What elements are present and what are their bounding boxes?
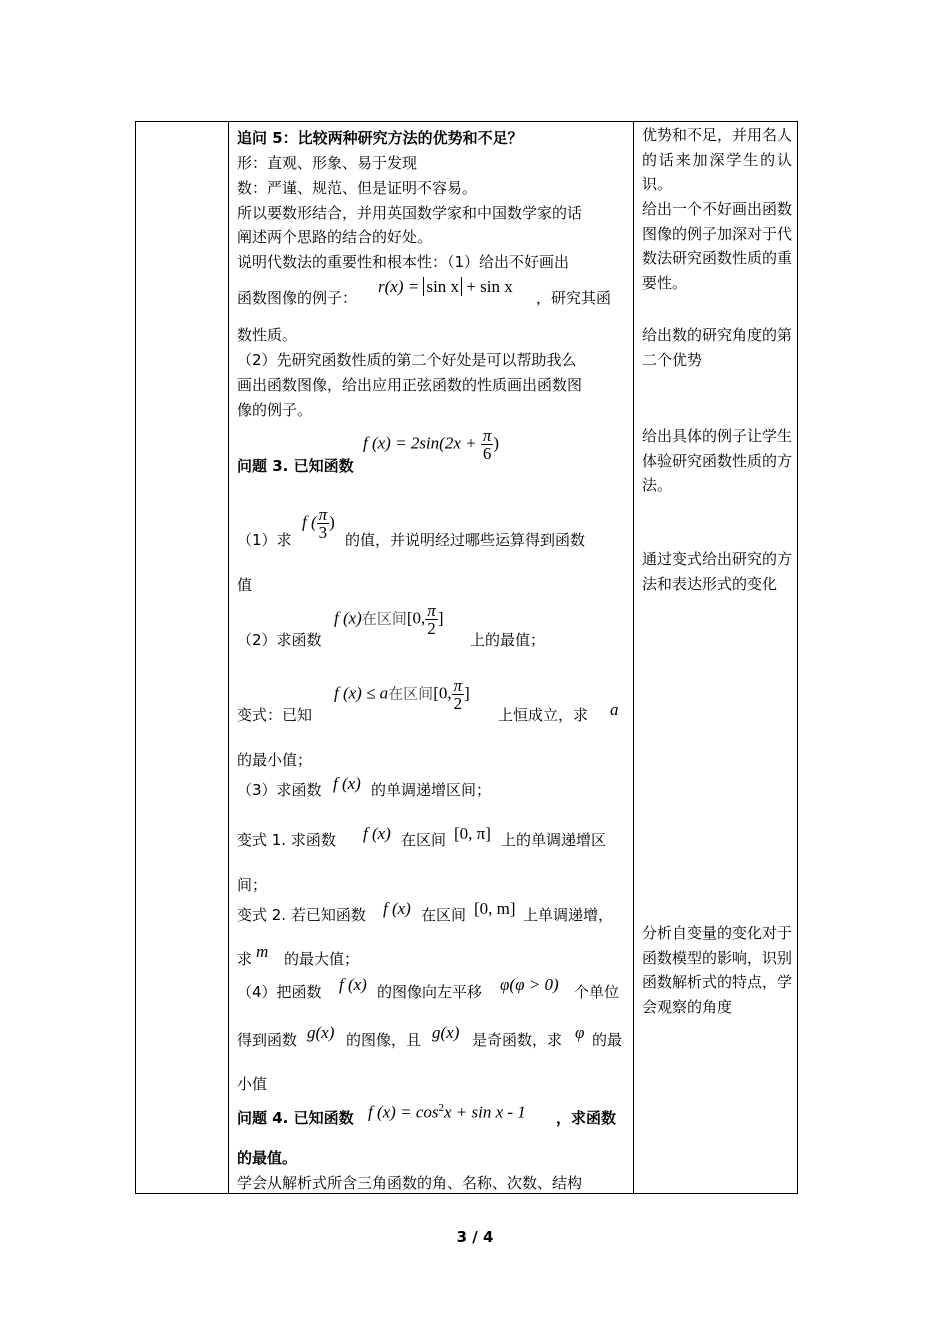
var1-post: 上的单调递增区 xyxy=(501,831,607,849)
line-alg-2-post: ，研究其函 xyxy=(536,289,612,307)
note-1: 优势和不足，并用名人的话来加深学生的认识。 xyxy=(642,126,793,193)
q3-4b-pre: 得到函数 xyxy=(237,1031,298,1049)
q5-title: 追问 5：比较两种研究方法的优势和不足？ xyxy=(237,129,523,147)
formula-leq-a: f (x) ≤ a在区间[0, $\frac{\pi}{2}$ ] xyxy=(334,676,470,713)
var-cont: 的最小值； xyxy=(237,751,313,769)
q3-4b-gx-2: g(x) xyxy=(432,1023,460,1042)
var-a: a xyxy=(610,700,619,719)
formula-f-interval: f (x)在区间[0, $\frac{\pi}{2}$ ] xyxy=(334,601,444,638)
q3-4-mid: 的图像向左平移 xyxy=(377,983,483,1001)
note-3: 给出数的研究角度的第二个优势 xyxy=(642,326,793,369)
var2-fx: f (x) xyxy=(383,899,411,918)
q3-3-post: 的单调递增区间； xyxy=(371,781,492,799)
q3-2-post: 上的最值； xyxy=(470,631,546,649)
line-alg-2-pre: 函数图像的例子： xyxy=(237,289,358,307)
var-pre: 变式：已知 xyxy=(237,706,313,724)
var1-mid: 在区间 xyxy=(401,831,447,849)
line-p2-2: 画出函数图像，给出应用正弦函数的性质画出函数图 xyxy=(237,376,583,394)
formula-q4: f $(x) = \cos^2x + \sin x - 1$ xyxy=(368,1102,526,1122)
q3-4-cont: 小值 xyxy=(237,1075,268,1093)
q3-1-pre: （1）求 xyxy=(237,531,292,549)
q3-4b-mid1: 的图像，且 xyxy=(346,1031,422,1049)
var1-cont: 间； xyxy=(237,876,268,894)
q3-1-post: 的值，并说明经过哪些运算得到函数 xyxy=(345,531,586,549)
line-alg-1: 说明代数法的重要性和根本性：（1）给出不好画出 xyxy=(237,253,570,271)
q3-label: 问题 3. 已知函数 xyxy=(237,457,354,475)
q3-4-phi: φ(φ > 0) xyxy=(500,975,559,994)
note-6: 分析自变量的变化对于函数模型的影响，识别函数解析式的特点，学会观察的角度 xyxy=(642,924,793,1016)
note-4: 给出具体的例子让学生体验研究函数性质的方法。 xyxy=(642,427,793,494)
var2-cont-pre: 求 xyxy=(237,950,253,968)
line-p2-1: （2）先研究函数性质的第二个好处是可以帮助我么 xyxy=(237,351,577,369)
var1-fx: f (x) xyxy=(363,824,391,843)
var-post: 上恒成立，求 xyxy=(498,706,589,724)
last-line: 学会从解析式所含三角函数的角、名称、次数、结构 xyxy=(237,1174,583,1192)
page-number: 3 / 4 xyxy=(456,1228,494,1246)
note-2: 给出一个不好画出函数图像的例子加深对于代数法研究函数性质的重要性。 xyxy=(642,200,793,292)
var2-m: m xyxy=(256,942,269,961)
column-divider-left xyxy=(228,121,229,1194)
q3-2-pre: （2）求函数 xyxy=(237,631,322,649)
q3-1-cont: 值 xyxy=(237,576,253,594)
column-divider-right xyxy=(633,121,634,1194)
formula-q3: f (x) = 2sin(2x + $\frac{\pi}{6}$ ) xyxy=(363,426,500,463)
var1-pre: 变式 1. 求函数 xyxy=(237,831,336,849)
q4-cont: 的最值。 xyxy=(237,1149,298,1167)
q3-3-pre: （3）求函数 xyxy=(237,781,322,799)
line-combine-1: 所以要数形结合，并用英国数学家和中国数学家的话 xyxy=(237,204,583,222)
line-p2-3: 像的例子。 xyxy=(237,401,313,419)
line-shape: 形：直观、形象、易于发现 xyxy=(237,154,418,172)
var2-post: 上单调递增， xyxy=(523,906,614,924)
var2-mid: 在区间 xyxy=(421,906,467,924)
q3-4b-mid2: 是奇函数，求 xyxy=(472,1031,563,1049)
var1-interval: [0, π] xyxy=(454,824,491,843)
line-alg-3: 数性质。 xyxy=(237,326,298,344)
q3-4-pre: （4）把函数 xyxy=(237,983,322,1001)
formula-f-pi3: f ( $\frac{\pi}{3}$ ) xyxy=(302,505,335,542)
var2-interval: [0, m] xyxy=(474,899,516,918)
q3-3-fx: f (x) xyxy=(333,774,361,793)
line-combine-2: 阐述两个思路的结合的好处。 xyxy=(237,228,433,246)
q3-4b-gx-1: g(x) xyxy=(307,1023,335,1042)
q4-pre: 问题 4. 已知函数 xyxy=(237,1109,354,1127)
var2-cont-post: 的最大值； xyxy=(284,950,360,968)
q3-4b-phi: φ xyxy=(575,1023,585,1042)
formula-r: r(x) = sin x + sin x xyxy=(378,277,513,296)
line-number: 数：严谨、规范、但是证明不容易。 xyxy=(237,179,478,197)
var2-pre: 变式 2. 若已知函数 xyxy=(237,906,366,924)
note-5: 通过变式给出研究的方法和表达形式的变化 xyxy=(642,550,793,593)
q3-4b-post: 的最 xyxy=(592,1031,623,1049)
q4-post: ，求函数 xyxy=(556,1109,617,1127)
q3-4-fx: f (x) xyxy=(339,975,367,994)
q3-4-post: 个单位 xyxy=(574,983,620,1001)
